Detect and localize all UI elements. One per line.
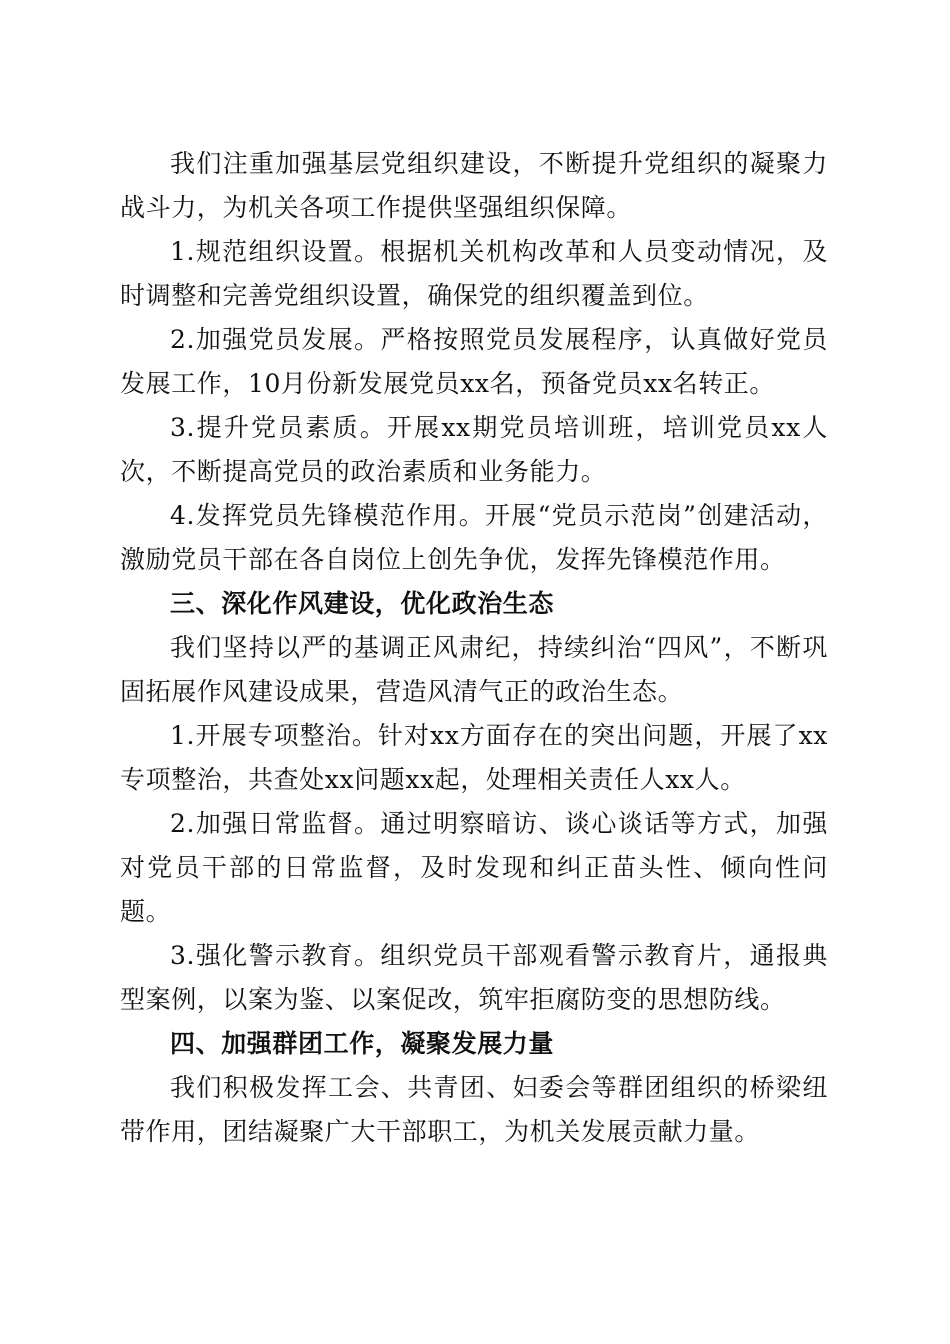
section-heading-3: 三、深化作风建设，优化政治生态 (170, 589, 555, 618)
paragraph-org-item-2: 2.加强党员发展。严格按照党员发展程序，认真做好党员发展工作，10月份新发展党员xx名，预备党员xx名转正。 (120, 325, 828, 398)
section-heading-4: 四、加强群团工作，凝聚发展力量 (170, 1029, 555, 1058)
paragraph-org-intro: 我们注重加强基层党组织建设，不断提升党组织的凝聚力战斗力，为机关各项工作提供坚强组织保障。 (120, 149, 828, 222)
paragraph-org-item-1: 1.规范组织设置。根据机关机构改革和人员变动情况，及时调整和完善党组织设置，确保党的组织覆盖到位。 (120, 237, 828, 310)
paragraph-org-item-4: 4.发挥党员先锋模范作用。开展“党员示范岗”创建活动，激励党员干部在各自岗位上创先争优，发挥先锋模范作用。 (120, 501, 828, 574)
paragraph-style-item-3: 3.强化警示教育。组织党员干部观看警示教育片，通报典型案例，以案为鉴、以案促改，筑牢拒腐防变的思想防线。 (120, 941, 828, 1014)
paragraph-mass-intro: 我们积极发挥工会、共青团、妇委会等群团组织的桥梁纽带作用，团结凝聚广大干部职工，为机关发展贡献力量。 (120, 1073, 828, 1146)
document-body (120, 142, 828, 1154)
paragraph-style-item-2: 2.加强日常监督。通过明察暗访、谈心谈话等方式，加强对党员干部的日常监督，及时发现和纠正苗头性、倾向性问题。 (120, 809, 828, 926)
paragraph-style-item-1: 1.开展专项整治。针对xx方面存在的突出问题，开展了xx专项整治，共查处xx问题xx起，处理相关责任人xx人。 (120, 721, 828, 794)
paragraph-style-intro: 我们坚持以严的基调正风肃纪，持续纠治“四风”，不断巩固拓展作风建设成果，营造风清气正的政治生态。 (120, 633, 828, 706)
paragraph-org-item-3: 3.提升党员素质。开展xx期党员培训班，培训党员xx人次，不断提高党员的政治素质和业务能力。 (120, 413, 828, 486)
